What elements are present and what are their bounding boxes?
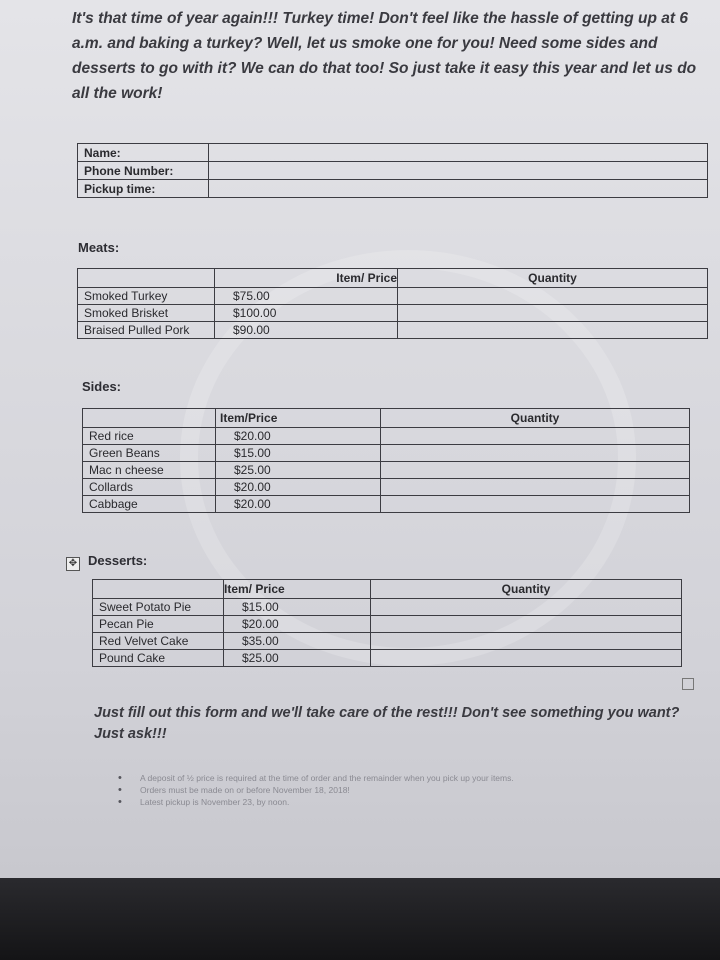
- item-name: Mac n cheese: [83, 462, 216, 479]
- list-item: • Latest pickup is November 23, by noon.: [118, 796, 678, 808]
- table-header-row: [93, 580, 682, 599]
- item-price: $75.00: [215, 288, 398, 305]
- quantity-header: Quantity: [371, 580, 682, 599]
- item-name: Smoked Turkey: [78, 288, 215, 305]
- item-price-header: Item/Price: [216, 409, 381, 428]
- quantity-cell[interactable]: [398, 305, 708, 322]
- meats-label: Meats:: [78, 240, 120, 255]
- table-row: [83, 445, 690, 462]
- item-name: Red rice: [83, 428, 216, 445]
- table-row: [78, 180, 708, 198]
- intro-text: It's that time of year again!!! Turkey time! Don't feel like the hassle of getting up at 6 a.m. and baking a turkey? Well, let us smoke one for you! Need some sides and desserts to go with it? We can do that too! So just take it easy this year and let us do all the work!: [72, 10, 697, 102]
- quantity-cell[interactable]: [381, 428, 690, 445]
- table-header-row: [83, 409, 690, 428]
- table-row: [78, 305, 708, 322]
- item-price: $100.00: [215, 305, 398, 322]
- quantity-cell[interactable]: [371, 599, 682, 616]
- table-row: [93, 633, 682, 650]
- item-price: $15.00: [216, 445, 381, 462]
- quantity-header: Quantity: [398, 269, 708, 288]
- item-price-header: Item/ Price: [224, 580, 371, 599]
- item-name: Braised Pulled Pork: [78, 322, 215, 339]
- list-item: • A deposit of ½ price is required at the time of order and the remainder when you pick up your items.: [118, 772, 678, 784]
- list-item: • Orders must be made on or before November 18, 2018!: [118, 784, 678, 796]
- desserts-label: Desserts:: [88, 553, 148, 568]
- sides-table: [82, 408, 690, 513]
- name-field[interactable]: [209, 144, 708, 162]
- item-name: Collards: [83, 479, 216, 496]
- item-price: $35.00: [224, 633, 371, 650]
- item-name: Cabbage: [83, 496, 216, 513]
- name-label: Name:: [78, 144, 209, 162]
- item-name: Red Velvet Cake: [93, 633, 224, 650]
- item-price: $20.00: [216, 428, 381, 445]
- closing-text: Just fill out this form and we'll take care of the rest!!! Don't see something you want? Just ask!!!: [94, 705, 680, 742]
- quantity-cell[interactable]: [381, 445, 690, 462]
- item-name: Sweet Potato Pie: [93, 599, 224, 616]
- item-name: Pound Cake: [93, 650, 224, 667]
- quantity-cell[interactable]: [371, 633, 682, 650]
- pickup-time-label: Pickup time:: [78, 180, 209, 198]
- item-name: Pecan Pie: [93, 616, 224, 633]
- table-row: [78, 144, 708, 162]
- item-price: $25.00: [216, 462, 381, 479]
- customer-info-table: [77, 143, 708, 198]
- quantity-cell[interactable]: [398, 322, 708, 339]
- item-price: $20.00: [224, 616, 371, 633]
- sides-label: Sides:: [82, 379, 122, 394]
- quantity-cell[interactable]: [381, 462, 690, 479]
- table-row: [83, 462, 690, 479]
- item-name-header: [93, 580, 224, 599]
- item-price: $90.00: [215, 322, 398, 339]
- pickup-time-field[interactable]: [209, 180, 708, 198]
- table-row: [93, 599, 682, 616]
- table-row: [78, 322, 708, 339]
- meats-table: [77, 268, 708, 339]
- notes-list: [118, 772, 678, 808]
- quantity-cell[interactable]: [381, 496, 690, 513]
- table-row: [83, 479, 690, 496]
- item-price: $20.00: [216, 496, 381, 513]
- table-row: [93, 650, 682, 667]
- table-resize-handle[interactable]: [682, 678, 694, 690]
- table-row: [78, 162, 708, 180]
- item-name-header: [78, 269, 215, 288]
- item-price: $15.00: [224, 599, 371, 616]
- desk-surface: [0, 878, 720, 960]
- quantity-cell[interactable]: [371, 616, 682, 633]
- item-price-header: Item/ Price: [215, 269, 398, 288]
- move-icon[interactable]: ✥: [66, 557, 80, 571]
- quantity-cell[interactable]: [371, 650, 682, 667]
- phone-field[interactable]: [209, 162, 708, 180]
- desserts-table: [92, 579, 682, 667]
- phone-label: Phone Number:: [78, 162, 209, 180]
- item-name: Green Beans: [83, 445, 216, 462]
- item-price: $25.00: [224, 650, 371, 667]
- quantity-cell[interactable]: [381, 479, 690, 496]
- item-price: $20.00: [216, 479, 381, 496]
- table-row: [93, 616, 682, 633]
- table-header-row: [78, 269, 708, 288]
- item-name-header: [83, 409, 216, 428]
- item-name: Smoked Brisket: [78, 305, 215, 322]
- table-row: [78, 288, 708, 305]
- quantity-header: Quantity: [381, 409, 690, 428]
- quantity-cell[interactable]: [398, 288, 708, 305]
- table-row: [83, 428, 690, 445]
- table-row: [83, 496, 690, 513]
